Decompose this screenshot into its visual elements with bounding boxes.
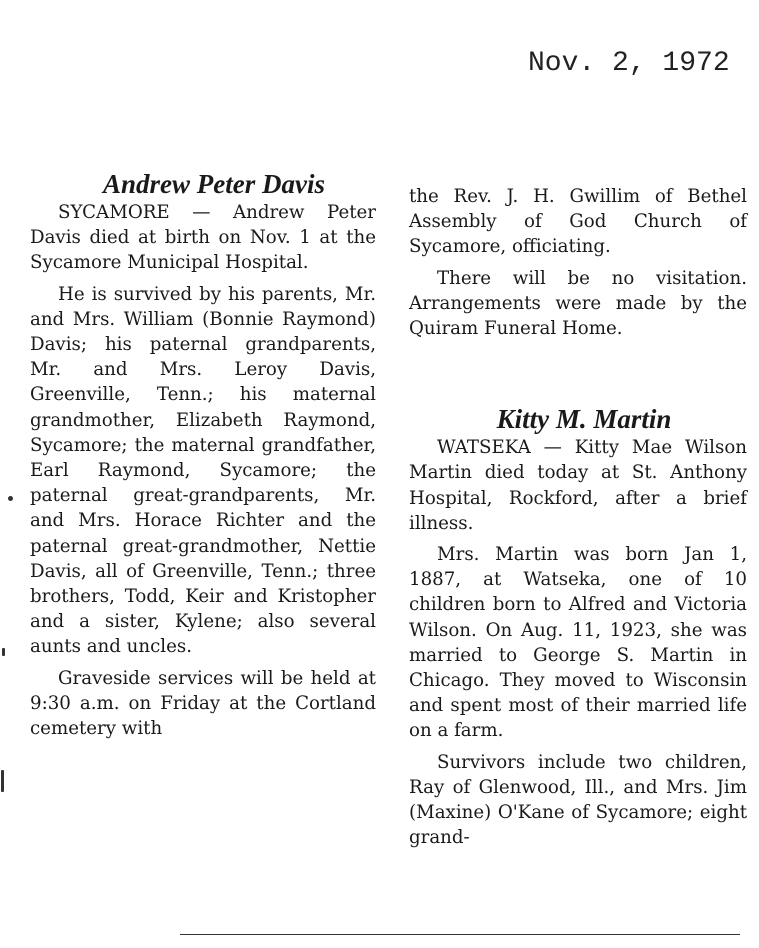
- obituary-paragraph-continued: the Rev. J. H. Gwillim of Bethel Assembly of God Church of Sycamore, officiating.: [409, 186, 747, 258]
- bottom-rule: [180, 934, 740, 935]
- obituary-paragraph: There will be no visitation. Arrangements were made by the Quiram Funeral Home.: [409, 267, 747, 340]
- right-column: [409, 184, 747, 856]
- obituary-paragraph: Survivors include two children, Ray of Glenwood, Ill., and Mrs. Jim (Maxine) O'Kane of Sycamore; eight grand-: [409, 751, 747, 849]
- obituary-paragraph: Mrs. Martin was born Jan 1, 1887, at Watseka, one of 10 children born to Alfred and Victoria Wilson. On Aug. 11, 1923, she was married to George S. Martin in Chicago. They moved to Wisconsin and spent most of their married life on a farm.: [409, 544, 747, 742]
- column-spacer: [409, 347, 747, 403]
- obituary-paragraph: SYCAMORE — Andrew Peter Davis died at birth on Nov. 1 at the Sycamore Municipal Hospital.: [30, 202, 376, 274]
- speck-mark: [1, 770, 4, 792]
- obituary-paragraph: Graveside services will be held at 9:30 a.m. on Friday at the Cortland cemetery with: [30, 667, 376, 740]
- speck-mark: [8, 496, 13, 501]
- obituary-name-martin: Kitty M. Martin: [496, 404, 672, 435]
- clipping-date: Nov. 2, 1972: [528, 48, 730, 79]
- left-column: [30, 168, 376, 747]
- obituary-paragraph: WATSEKA — Kitty Mae Wilson Martin died today at St. Anthony Hospital, Rockford, after a brief illness.: [409, 437, 747, 534]
- speck-mark: [2, 648, 5, 656]
- obituary-name-davis: Andrew Peter Davis: [103, 169, 325, 199]
- obituary-paragraph: He is survived by his parents, Mr. and Mrs. William (Bonnie Raymond) Davis; his paternal grandparents, Mr. and Mrs. Leroy Davis, Greenville, Tenn.; his maternal grandmother, Elizabeth Raymond, Sycamore; the maternal grandfather, Earl Raymond, Sycamore; the paternal great-grandparents, Mr. and Mrs. Horace Richter and the paternal great-grandmother, Nettie Davis, all of Greenville, Tenn.; three brothers, Todd, Keir and Kristopher and a sister, Kylene; also several aunts and uncles.: [30, 283, 376, 658]
